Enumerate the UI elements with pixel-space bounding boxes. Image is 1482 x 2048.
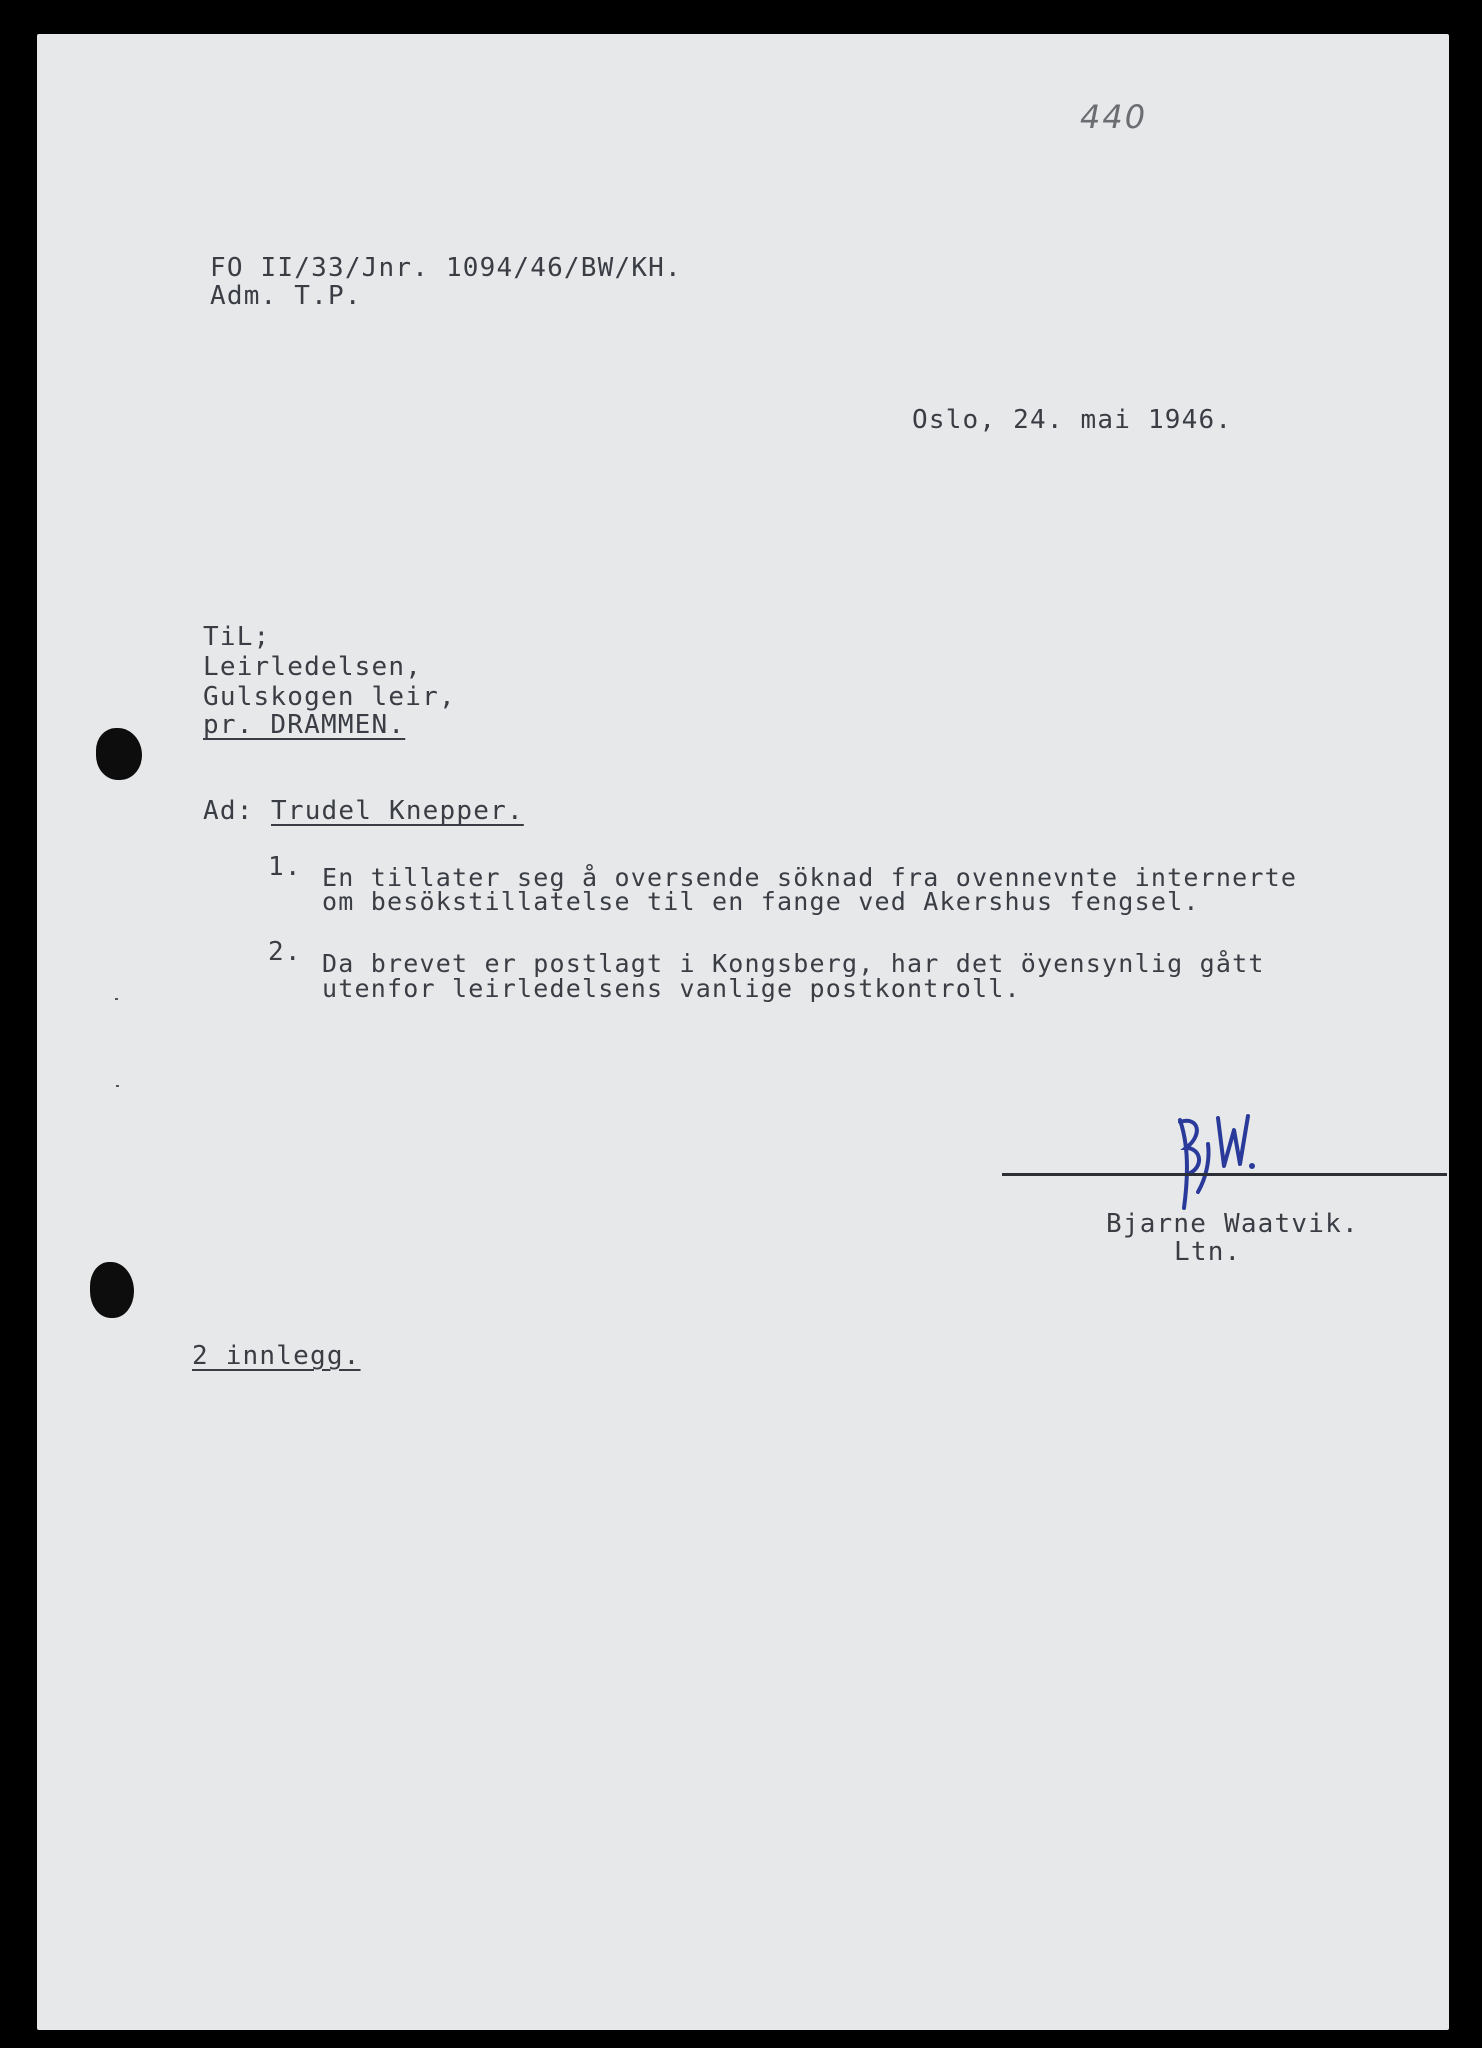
scan-speck (115, 998, 118, 1000)
recipient-label: TiL; (203, 622, 271, 652)
paragraph-2-line-1: Da brevet er postlagt i Kongsberg, har det öyensynlig gått (322, 949, 1265, 978)
letter-page (37, 34, 1449, 2030)
subject-label: Ad: (203, 796, 254, 826)
recipient-line-1: Leirledelsen, (203, 652, 423, 682)
reference-line-2: Adm. T.P. (210, 281, 362, 311)
paragraph-2-number: 2. (268, 937, 302, 967)
page-number: 440 (1080, 98, 1148, 136)
signatory-rank: Ltn. (1174, 1237, 1242, 1267)
paragraph-1-line-2: om besökstillatelse til en fange ved Akershus fengsel. (322, 887, 1200, 916)
punch-hole-bottom (90, 1262, 134, 1318)
handwritten-initials-signature (1168, 1108, 1258, 1218)
paragraph-2-line-2: utenfor leirledelsens vanlige postkontroll. (322, 974, 1021, 1003)
enclosures-note: 2 innlegg. (192, 1341, 361, 1371)
recipient-line-2: Gulskogen leir, (203, 682, 456, 712)
paragraph-1-line-1: En tillater seg å oversende söknad fra ovennevnte internerte (322, 863, 1298, 892)
scan-speck (116, 1085, 119, 1087)
reference-line-1: FO II/33/Jnr. 1094/46/BW/KH. (210, 253, 682, 283)
punch-hole-top (96, 728, 142, 780)
date-line: Oslo, 24. mai 1946. (912, 405, 1233, 435)
signature-line (1002, 1173, 1447, 1176)
paragraph-1-number: 1. (268, 852, 302, 882)
signatory-name: Bjarne Waatvik. (1106, 1209, 1359, 1239)
subject-name: Trudel Knepper. (271, 796, 524, 826)
recipient-line-3: pr. DRAMMEN. (203, 710, 406, 740)
